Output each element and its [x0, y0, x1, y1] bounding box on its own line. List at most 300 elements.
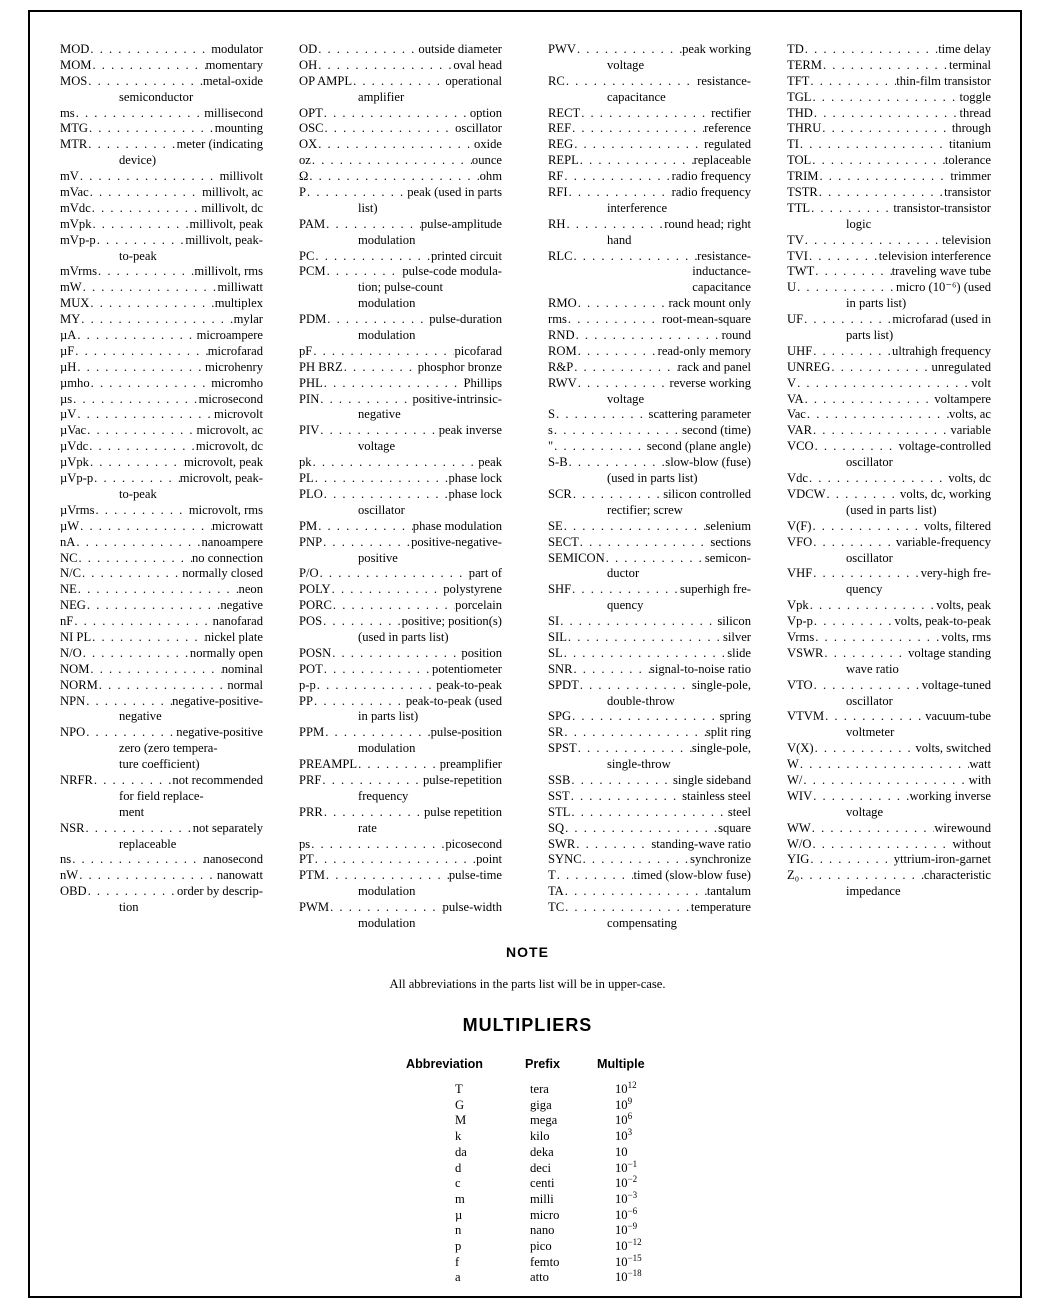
abbreviation: R&P — [548, 359, 574, 374]
abbreviation-entry — [299, 535, 502, 551]
definition-continuation: wave ratio — [846, 661, 899, 676]
definition-continuation: capacitance — [692, 280, 751, 295]
abbreviation: pk — [299, 455, 312, 470]
abbreviation: µmho — [60, 375, 90, 390]
abbreviation: MOM — [60, 57, 92, 72]
multiplier-abbreviation: µ — [455, 1207, 463, 1222]
multiple-base: 10 — [615, 1254, 628, 1269]
definition: terminal — [949, 57, 991, 72]
definition: phase lock — [448, 486, 502, 501]
multiplier-prefix: mega — [530, 1113, 558, 1128]
dot-leader — [79, 169, 220, 185]
abbreviation: nF — [60, 614, 74, 629]
dot-leader — [312, 455, 479, 471]
dot-leader — [325, 868, 449, 884]
definition: peak-to-peak (used — [405, 693, 502, 708]
definition-continuation: parts list) — [846, 328, 894, 343]
abbreviation: PLO — [299, 486, 323, 501]
multiple-base: 10 — [615, 1129, 628, 1144]
abbreviation-entry — [60, 312, 263, 328]
definition: traveling wave tube — [891, 264, 991, 279]
definition: timed (slow-blow fuse) — [633, 868, 751, 883]
dot-leader — [567, 312, 662, 328]
abbreviation-entry — [548, 439, 751, 455]
definition: picofarad — [454, 343, 502, 358]
abbreviation-entry — [548, 360, 751, 376]
dot-leader — [95, 503, 189, 519]
abbreviation-entry — [299, 757, 502, 773]
abbreviation-column-4 — [787, 42, 991, 900]
abbreviation-entry — [787, 837, 991, 853]
dot-leader — [321, 773, 423, 789]
definition: second (time) — [682, 423, 751, 438]
definition: pulse-repetition — [422, 772, 502, 787]
multiplier-prefix: kilo — [530, 1129, 550, 1144]
definition: millivolt, peak — [189, 216, 263, 231]
abbreviation-entry — [60, 106, 263, 122]
abbreviation: VAR — [787, 423, 812, 438]
abbreviation: SE — [548, 518, 563, 533]
dot-leader — [580, 106, 711, 122]
abbreviation-entry — [60, 169, 263, 185]
dot-leader — [78, 551, 193, 567]
abbreviation-entry — [548, 868, 751, 884]
dot-leader — [564, 821, 718, 837]
abbreviation: NEG — [60, 598, 86, 613]
multiplier-abbreviation: m — [455, 1191, 465, 1206]
dot-leader — [312, 344, 454, 360]
dot-leader — [97, 264, 194, 280]
definition: milliwatt — [217, 280, 263, 295]
dot-leader — [556, 868, 634, 884]
abbreviation-entry — [60, 74, 263, 90]
dot-leader — [314, 471, 449, 487]
abbreviation-entry — [60, 646, 263, 662]
multiplier-abbreviation: T — [455, 1082, 463, 1096]
abbreviation: REF — [548, 121, 572, 136]
definition: replaceable — [693, 153, 751, 168]
abbreviation: VFO — [787, 534, 813, 549]
dot-leader — [89, 42, 211, 58]
dot-leader — [325, 217, 421, 233]
definition: variable — [950, 423, 991, 438]
dot-leader — [823, 646, 908, 662]
definition: synchronize — [690, 852, 751, 867]
definition: normal — [227, 677, 263, 692]
abbreviation-entry — [299, 376, 502, 392]
definition: with — [968, 772, 991, 787]
abbreviation: PREAMPL — [299, 757, 358, 772]
dot-leader — [582, 852, 691, 868]
definition: microhenry — [204, 359, 263, 374]
definition: volts, ac — [949, 407, 991, 422]
definition: sections — [710, 534, 751, 549]
definition: printed circuit — [431, 248, 502, 263]
dot-leader — [317, 137, 474, 153]
dot-leader — [814, 439, 899, 455]
abbreviation: OP AMPL — [299, 73, 353, 88]
definition: negative-positive- — [172, 693, 263, 708]
dot-leader — [568, 455, 666, 471]
abbreviation: PCM — [299, 264, 326, 279]
dot-leader — [319, 392, 412, 408]
abbreviation: Vac — [787, 407, 806, 422]
dot-leader — [78, 868, 217, 884]
abbreviation-entry — [548, 169, 751, 185]
abbreviation-entry — [60, 376, 263, 392]
abbreviation-entry — [60, 678, 263, 694]
dot-leader — [573, 137, 704, 153]
abbreviation: NC — [60, 550, 78, 565]
definition: tantalum — [706, 884, 751, 899]
multipliers-header-abbreviation: Abbreviation — [406, 1057, 483, 1071]
abbreviation: PIN — [299, 391, 320, 406]
abbreviation-entry — [548, 376, 751, 392]
definition: steel — [727, 804, 751, 819]
abbreviation: µVrms — [60, 502, 95, 517]
definition: signal-to-noise ratio — [649, 661, 751, 676]
definition: transistor-transistor — [893, 200, 991, 215]
definition: peak-to-peak — [436, 677, 502, 692]
abbreviation-entry — [787, 264, 991, 280]
abbreviation: WW — [787, 820, 811, 835]
dot-leader — [811, 153, 945, 169]
abbreviation: T — [548, 868, 556, 883]
definition: phase modulation — [412, 518, 502, 533]
definition: rectifier — [711, 105, 751, 120]
abbreviation-entry — [299, 837, 502, 853]
dot-leader — [809, 74, 896, 90]
multiplier-multiple — [615, 1145, 628, 1160]
abbreviation: SSB — [548, 772, 571, 787]
dot-leader — [88, 121, 215, 137]
abbreviation-entry — [548, 455, 751, 471]
definition: television — [942, 232, 991, 247]
definition: mounting — [214, 121, 263, 136]
dot-leader — [79, 519, 212, 535]
definition: vacuum-tube — [925, 709, 991, 724]
definition: microvolt, rms — [188, 502, 263, 517]
dot-leader — [88, 439, 196, 455]
definition: oxide — [474, 137, 502, 152]
abbreviation: nW — [60, 868, 79, 883]
dot-leader — [86, 598, 220, 614]
abbreviation-entry — [60, 535, 263, 551]
definition: regulated — [704, 137, 751, 152]
abbreviation: mVp-p — [60, 232, 96, 247]
multiple-exponent: −15 — [627, 1252, 642, 1263]
dot-leader — [553, 439, 647, 455]
definition: pulse-code modula- — [402, 264, 502, 279]
dot-leader — [563, 169, 671, 185]
abbreviation-entry — [787, 678, 991, 694]
abbreviation-entry — [787, 439, 991, 455]
multiple-exponent: 9 — [627, 1095, 633, 1106]
dot-leader — [813, 106, 960, 122]
abbreviation-entry — [787, 153, 991, 169]
definition: micro (10⁻⁶) (used — [896, 280, 991, 295]
dot-leader — [324, 725, 430, 741]
abbreviation-entry — [548, 74, 751, 90]
definition-continuation: tion — [119, 900, 139, 915]
definition-continuation: list) — [358, 200, 378, 215]
abbreviation: V(X) — [787, 741, 814, 756]
dot-leader — [563, 725, 705, 741]
definition: voltage-controlled — [898, 439, 991, 454]
definition: nanowatt — [216, 868, 263, 883]
abbreviation-entry — [299, 662, 502, 678]
abbreviation: Vrms — [787, 629, 815, 644]
multipliers-header-multiple: Multiple — [597, 1057, 645, 1071]
abbreviation-entry — [60, 519, 263, 535]
definition-continuation: amplifier — [358, 89, 405, 104]
definition: microfarad (used in — [892, 312, 991, 327]
dot-leader — [808, 471, 948, 487]
abbreviation-column-2 — [299, 42, 502, 932]
definition-continuation: oscillator — [846, 550, 893, 565]
abbreviation: TFT — [787, 73, 810, 88]
abbreviation-entry — [299, 646, 502, 662]
definition-continuation: modulation — [358, 232, 416, 247]
abbreviation-entry — [787, 392, 991, 408]
dot-leader — [567, 630, 723, 646]
multiple-base: 10 — [615, 1160, 628, 1175]
definition: voltampere — [934, 391, 991, 406]
definition-continuation: tion; pulse-count — [358, 280, 443, 295]
dot-leader — [814, 630, 941, 646]
dot-leader — [577, 344, 658, 360]
abbreviation: PHL — [299, 375, 323, 390]
abbreviation: NOM — [60, 661, 90, 676]
abbreviation-entry — [60, 503, 263, 519]
abbreviation-entry — [60, 407, 263, 423]
dot-leader — [811, 90, 959, 106]
abbreviation: W/ — [787, 772, 803, 787]
dot-leader — [93, 773, 173, 789]
dot-leader — [811, 821, 935, 837]
definition: micromho — [211, 375, 263, 390]
definition: tolerance — [944, 153, 991, 168]
abbreviation: V(F) — [787, 518, 812, 533]
abbreviation-entry — [787, 249, 991, 265]
definition: pulse-width — [442, 900, 502, 915]
dot-leader — [806, 407, 949, 423]
abbreviation: RMO — [548, 296, 577, 311]
dot-leader — [830, 360, 931, 376]
abbreviation-entry — [787, 614, 991, 630]
abbreviation: Vdc — [787, 471, 808, 486]
dot-leader — [87, 74, 203, 90]
abbreviation: THRU — [787, 121, 822, 136]
abbreviation: MOS — [60, 73, 88, 88]
dot-leader — [563, 519, 706, 535]
dot-leader — [571, 121, 704, 137]
abbreviation-entry — [787, 741, 991, 757]
abbreviation: U — [787, 280, 797, 295]
multiplier-prefix: nano — [530, 1223, 555, 1238]
definition: millivolt, dc — [201, 200, 263, 215]
abbreviation-entry — [299, 805, 502, 821]
definition: unregulated — [931, 359, 991, 374]
abbreviation-entry — [787, 535, 991, 551]
dot-leader — [810, 201, 893, 217]
definition: volts, peak-to-peak — [894, 614, 991, 629]
definition: single-pole, — [691, 677, 751, 692]
abbreviation: N/O — [60, 645, 82, 660]
abbreviation: YIG — [787, 852, 810, 867]
abbreviation-entry — [787, 852, 991, 868]
definition: modulator — [211, 42, 263, 56]
abbreviation: MY — [60, 312, 81, 327]
dot-leader — [316, 678, 436, 694]
definition-continuation: ductor — [607, 566, 640, 581]
abbreviation-entry — [299, 582, 502, 598]
abbreviation-entry — [299, 121, 502, 137]
dot-leader — [314, 852, 476, 868]
abbreviation-entry — [60, 662, 263, 678]
abbreviation: VHF — [787, 566, 813, 581]
abbreviation: ROM — [548, 343, 577, 358]
definition: outside diameter — [418, 42, 502, 56]
abbreviation-entry — [787, 868, 991, 884]
abbreviation: SPST — [548, 741, 577, 756]
dot-leader — [82, 646, 190, 662]
dot-leader — [573, 360, 677, 376]
abbreviation-entry — [787, 519, 991, 535]
abbreviation: POLY — [299, 582, 331, 597]
abbreviation-entry — [60, 566, 263, 582]
dot-leader — [75, 535, 201, 551]
definition-continuation: oscillator — [846, 693, 893, 708]
definition-continuation: quency — [846, 582, 883, 597]
dot-leader — [579, 535, 711, 551]
dot-leader — [89, 455, 184, 471]
definition-continuation: voltmeter — [846, 725, 895, 740]
abbreviation-entry — [60, 630, 263, 646]
abbreviation: ps — [299, 836, 311, 851]
definition: nominal — [221, 661, 263, 676]
multiplier-abbreviation: a — [455, 1270, 461, 1285]
definition: momentary — [205, 57, 263, 72]
abbreviation-entry — [299, 423, 502, 439]
definition: positive-negative- — [411, 534, 502, 549]
abbreviation-entry — [548, 121, 751, 137]
abbreviation: P/O — [299, 566, 319, 581]
definition-continuation: positive — [358, 550, 398, 565]
abbreviation-entry — [787, 312, 991, 328]
abbreviation-entry — [787, 821, 991, 837]
abbreviation: TV — [787, 232, 804, 247]
dot-leader — [825, 487, 900, 503]
abbreviation: SYNC — [548, 852, 582, 867]
definition: peak working — [682, 42, 751, 56]
dot-leader — [76, 360, 205, 376]
abbreviation-entry — [787, 360, 991, 376]
dot-leader — [579, 678, 692, 694]
abbreviation: µVp-p — [60, 471, 94, 486]
definition: no connection — [192, 550, 263, 565]
dot-leader — [322, 614, 401, 630]
multiplier-prefix: atto — [530, 1270, 549, 1285]
definition-continuation: oscillator — [358, 502, 405, 517]
abbreviation: µA — [60, 328, 77, 343]
abbreviation: UNREG — [787, 359, 831, 374]
abbreviation-entry — [548, 137, 751, 153]
abbreviation-entry — [787, 646, 991, 662]
dot-leader — [85, 694, 172, 710]
abbreviation: NSR — [60, 820, 85, 835]
abbreviation: Ω — [299, 169, 309, 184]
abbreviation-entry — [787, 42, 991, 58]
dot-leader — [317, 58, 453, 74]
definition: microfarad — [207, 343, 263, 358]
definition: working inverse — [909, 788, 991, 803]
abbreviation-entry — [60, 694, 263, 710]
abbreviation-entry — [60, 233, 263, 249]
definition: spring — [719, 709, 751, 724]
abbreviation: s — [548, 423, 553, 438]
definition: picosecond — [445, 836, 502, 851]
multiplier-abbreviation: da — [455, 1144, 467, 1159]
abbreviation-entry — [548, 106, 751, 122]
definition: millisecond — [204, 105, 263, 120]
multipliers-header-prefix: Prefix — [525, 1057, 561, 1071]
definition: peak (used in parts — [407, 185, 502, 200]
abbreviation-entry — [548, 678, 751, 694]
abbreviation-entry — [548, 805, 751, 821]
multiple-exponent: −12 — [627, 1236, 642, 1247]
dot-leader — [76, 407, 214, 423]
abbreviation: SI — [548, 614, 560, 629]
abbreviation-entry — [299, 598, 502, 614]
abbreviation-entry — [548, 344, 751, 360]
multiplier-multiple — [615, 1126, 633, 1144]
definition: porcelain — [455, 598, 502, 613]
dot-leader — [564, 900, 691, 916]
abbreviation: UF — [787, 312, 804, 327]
abbreviation: mVdc — [60, 200, 91, 215]
definition: watt — [969, 757, 991, 772]
dot-leader — [570, 789, 682, 805]
dot-leader — [799, 137, 949, 153]
abbreviation: TC — [548, 900, 565, 915]
definition-continuation: ture coefficient) — [119, 757, 200, 772]
definition: positive-intrinsic- — [412, 391, 502, 406]
abbreviation-entry — [60, 42, 263, 58]
multiplier-prefix: deci — [530, 1160, 551, 1175]
abbreviation-entry — [787, 121, 991, 137]
dot-leader — [573, 249, 698, 265]
dot-leader — [310, 837, 445, 853]
dot-leader — [91, 217, 189, 233]
abbreviation: NORM — [60, 677, 98, 692]
abbreviation: MOD — [60, 42, 90, 56]
abbreviation-entry — [299, 74, 502, 90]
abbreviation: TERM — [787, 57, 822, 72]
definition: reverse working — [669, 375, 751, 390]
multiplier-abbreviation: p — [455, 1239, 462, 1253]
abbreviation-entry — [60, 773, 263, 789]
dot-leader — [568, 185, 672, 201]
dot-leader — [563, 646, 728, 662]
abbreviation-entry — [299, 471, 502, 487]
abbreviation-entry — [787, 773, 991, 789]
dot-leader — [570, 805, 728, 821]
abbreviation-entry — [548, 884, 751, 900]
dot-leader — [565, 74, 697, 90]
dot-leader — [87, 884, 177, 900]
definition-continuation: single-throw — [607, 757, 671, 772]
